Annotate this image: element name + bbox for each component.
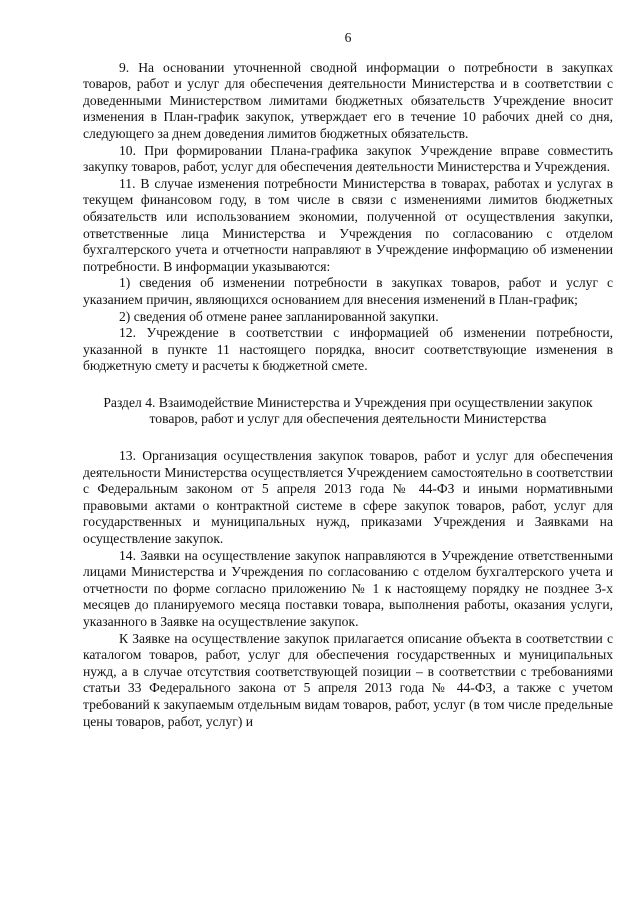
paragraph-item-11: 11. В случае изменения потребности Министерства в товарах, работах и услугах в текущем финансовом году, в том числе в связи с изменениями лимитов бюджетных обязательств или использованием экономии, полученной от осуществления закупки, ответственные лица Министерства и Учреждения по согласованию с отделом бухгалтерского учета и отчетности направляют в Учреждение информацию об изменении потребности. В информации указываются: xyxy=(83,175,613,274)
paragraph-attachment-description: К Заявке на осуществление закупок прилагается описание объекта в соответствии с каталогом товаров, работ, услуг для обеспечения государственных и муниципальных нужд, а в случае отсутствия соответствующей позиции – в соответствии с требованиями статьи 33 Федерального закона от 5 апреля 2013 года № 44-ФЗ, а также с учетом требований к закупаемым отдельным видам товаров, работ, услуг (в том числе предельные цены товаров, работ, услуг) и xyxy=(83,630,613,729)
paragraph-item-13: 13. Организация осуществления закупок товаров, работ и услуг для обеспечения деятельности Министерства осуществляется Учреждением самостоятельно в соответствии с Федеральным законом от 5 апреля 2013 года № 44-ФЗ и иными нормативными правовыми актами о контрактной системе в сфере закупок товаров, работ, услуг для государственных и муниципальных нужд, приказами Учреждения и Заявками на осуществление закупок. xyxy=(83,448,613,547)
page-number: 6 xyxy=(344,30,352,45)
section-heading: Раздел 4. Взаимодействие Министерства и Учреждения при осуществлении закупок товаров, работ и услуг для обеспечения деятельности Министерства xyxy=(103,394,593,427)
paragraph-subitem-2: 2) сведения об отмене ранее запланированной закупки. xyxy=(119,308,439,324)
paragraph-subitem-1: 1) сведения об изменении потребности в закупках товаров, работ и услуг с указанием причин, являющихся основанием для внесения изменений в План-график; xyxy=(83,275,613,307)
paragraph-item-14: 14. Заявки на осуществление закупок направляются в Учреждение ответственными лицами Министерства и Учреждения по согласованию с отделом бухгалтерского учета и отчетности по форме согласно приложению № 1 к настоящему порядку не позднее 3-х месяцев до планируемого месяца поставки товара, выполнения работы, оказания услуги, указанного в Заявке на осуществление закупок. xyxy=(83,547,613,629)
paragraph-item-9: 9. На основании уточненной сводной информации о потребности в закупках товаров, работ и услуг для обеспечения деятельности Министерства и в соответствии с доведенными Министерством лимитами бюджетных обязательств Учреждение вносит изменения в План-график закупок, утверждает его в течение 10 рабочих дней со дня, следующего за днем доведения лимитов бюджетных обязательств. xyxy=(83,59,613,141)
paragraph-item-10: 10. При формировании Плана-графика закупок Учреждение вправе совместить закупку товаров, работ, услуг для обеспечения деятельности Министерства и Учреждения. xyxy=(83,142,613,175)
paragraph-item-12: 12. Учреждение в соответствии с информацией об изменении потребности, указанной в пункте 11 настоящего порядка, вносит соответствующие изменения в бюджетную смету и расчеты к бюджетной смете. xyxy=(83,325,613,374)
